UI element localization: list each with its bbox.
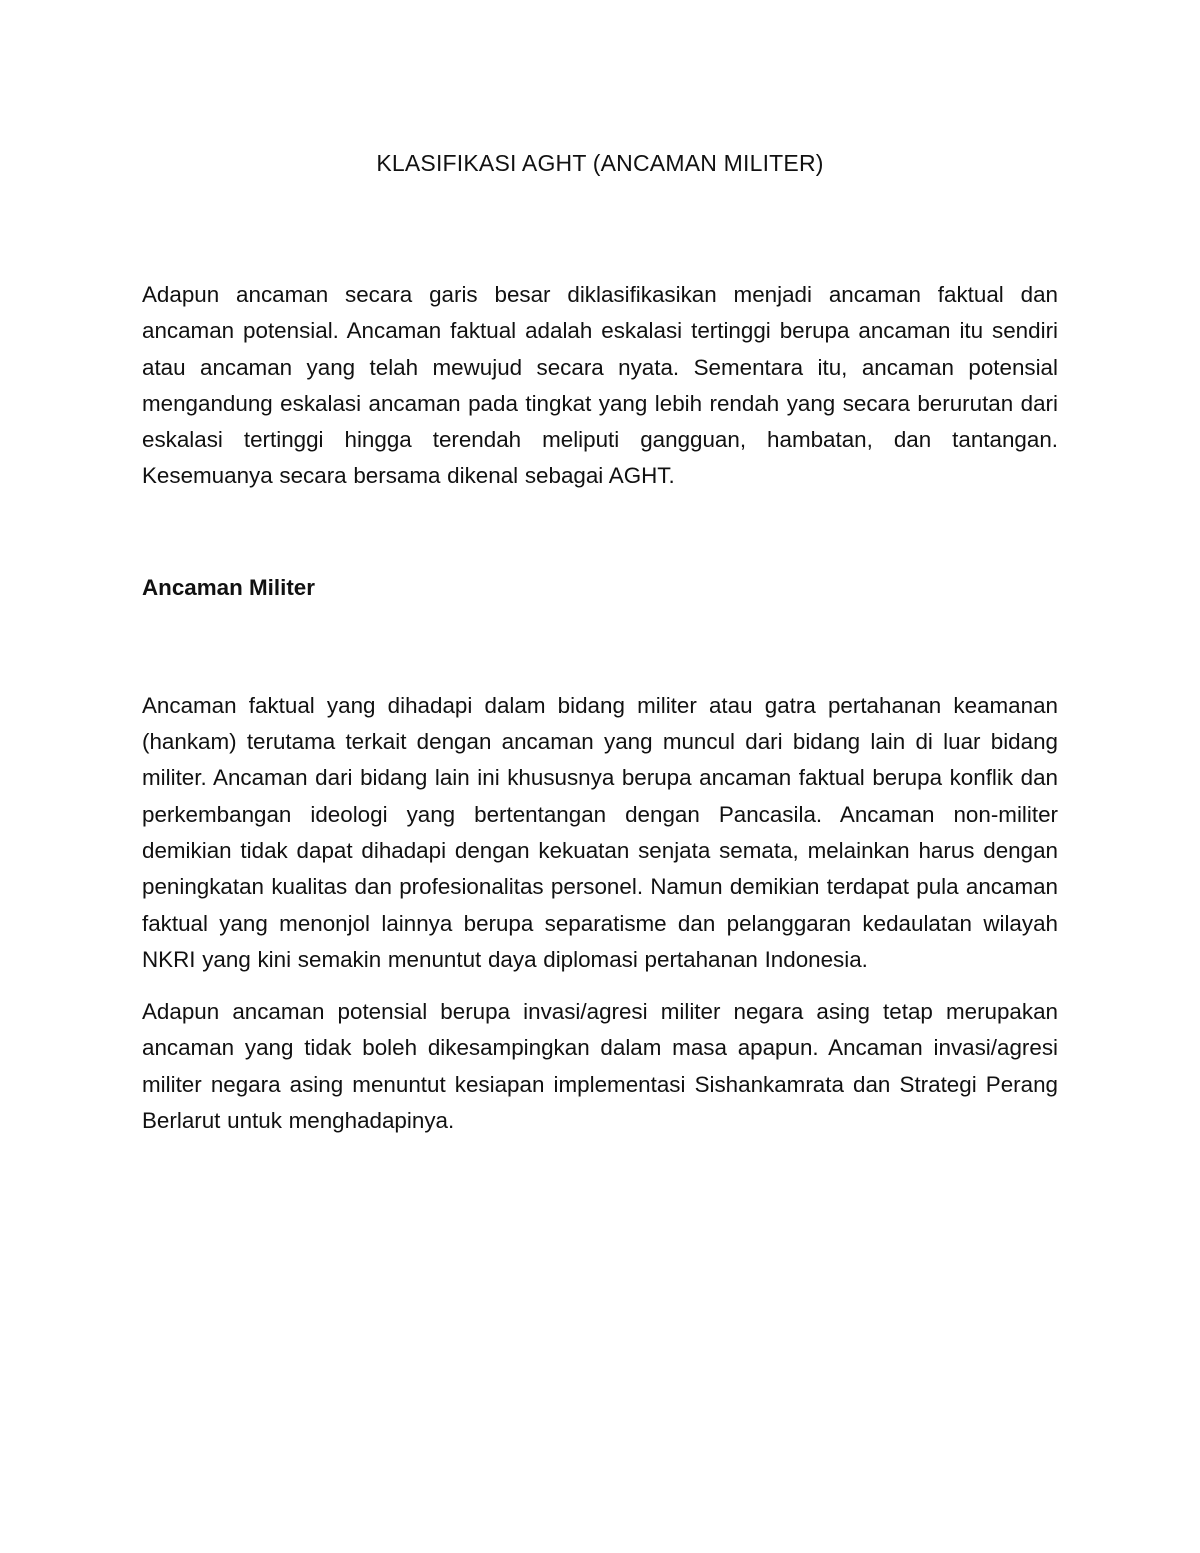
section-heading: Ancaman Militer: [142, 574, 315, 600]
document-title: KLASIFIKASI AGHT (ANCAMAN MILITER): [376, 150, 824, 176]
body-paragraph-1: Ancaman faktual yang dihadapi dalam bidang militer atau gatra pertahanan keamanan (hankam) terutama terkait dengan ancaman yang muncul dari bidang lain di luar bidang militer. Ancaman dari bidang lain ini khususnya berupa ancaman faktual berupa konflik dan perkembangan ideologi yang bertentangan dengan Pancasila. Ancaman non-militer demikian tidak dapat dihadapi dengan kekuatan senjata semata, melainkan harus dengan peningkatan kualitas dan profesionalitas personel. Namun demikian terdapat pula ancaman faktual yang menonjol lainnya berupa separatisme dan pelanggaran kedaulatan wilayah NKRI yang kini semakin menuntut daya diplomasi pertahanan Indonesia.: [142, 692, 1058, 972]
document-body: [142, 143, 1058, 1139]
body-paragraph-2: Adapun ancaman potensial berupa invasi/agresi militer negara asing tetap merupakan ancaman yang tidak boleh dikesampingkan dalam masa apapun. Ancaman invasi/agresi militer negara asing menuntut kesiapan implementasi Sishankamrata dan Strategi Perang Berlarut untuk menghadapinya.: [142, 999, 1058, 1134]
intro-paragraph: Adapun ancaman secara garis besar diklasifikasikan menjadi ancaman faktual dan ancaman potensial. Ancaman faktual adalah eskalasi tertinggi berupa ancaman itu sendiri atau ancaman yang telah mewujud secara nyata. Sementara itu, ancaman potensial mengandung eskalasi ancaman pada tingkat yang lebih rendah yang secara berurutan dari eskalasi tertinggi hingga terendah meliputi gangguan, hambatan, dan tantangan. Kesemuanya secara bersama dikenal sebagai AGHT.: [142, 282, 1058, 489]
